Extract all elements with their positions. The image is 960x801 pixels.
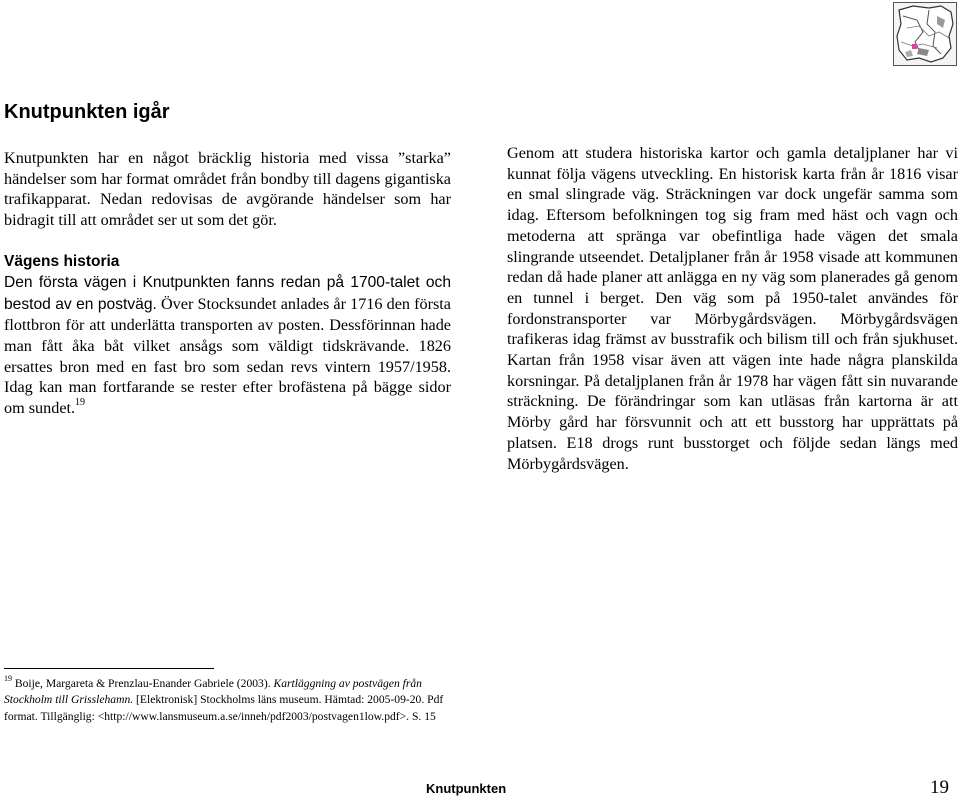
footnote — [4, 676, 459, 725]
footnote-divider — [4, 668, 214, 669]
intro-paragraph: Knutpunkten har en något bräcklig historia med vissa ”starka” händelser som har format området från bondby till dagens gigantiska trafikapparat. Nedan redovisas de avgörande händelser som har bidragit till att området ser ut som det gör. — [4, 149, 451, 230]
right-column — [507, 143, 958, 474]
maps-paragraph: Genom att studera historiska kartor och gamla detaljplaner har vi kunnat följa vägens utveckling. En historisk karta från år 1816 visar en smal slingrade väg. Sträckningen var dock ungefär samma som idag. Eftersom befolkningen tog sig fram med häst och vagn och metoderna att spränga var obefintliga hade vägen det smala slingrande utseendet. Detaljplaner från år 1958 visade att kommunen redan då hade planer att anlägga en ny väg som planerades gå genom en tunnel i berget. Den väg som på 1950-talet användes för fordonstransporter var Mörbygårdsvägen. Mörbygårdsvägen trafikeras idag främst av busstrafik och bilism till och från sjukhuset. Kartan från 1958 visar även att vägen inte hade några planskilda korsningar. På detaljplanen från år 1978 har vägen fått sin nuvarande sträckning. De förändringar som kan utläsas från kartorna är att Mörby gård har försvunnit och att ett busstorg har upprättats på platsen. E18 drogs runt busstorget och följde sedan längs med Mörbygårdsvägen. — [507, 144, 958, 473]
footnote-authors: Boije, Margareta & Prenzlau-Enander Gabriele (2003). — [12, 677, 274, 690]
footer-title: Knutpunkten — [426, 781, 507, 796]
subheading: Vägens historia — [4, 252, 120, 270]
footnote-reference[interactable]: 19 — [75, 397, 86, 409]
footnote-title: Kartläggning av postvägen från Stockholm till Grisslehamn. — [4, 677, 422, 707]
left-column — [4, 148, 451, 419]
footnote-source: [Elektronisk] Stockholms läns museum. Hämtad: 2005-09-20. Pdf format. Tillgänglig: <http://www.lansmuseum.a.se/inneh/pdf2003/postvagen1low.pdf>. S. 15 — [4, 693, 444, 723]
page-number: 19 — [930, 777, 949, 798]
footnote-number: 19 — [4, 674, 12, 683]
history-text-sans: Den första vägen i Knutpunkten fanns redan på 1700-talet och bestod av en postväg. — [4, 273, 451, 313]
history-text: Över Stocksundet anlades år 1716 den första flottbron för att underlätta transporten av posten. Dessförinnan hade man fått åka båt vilket ansågs som väldigt tidskrävande. 1826 ersattes bron med en fast bro som sedan revs vintern 1957/1958. Idag kan man fortfarande se rester efter brofästena på bägge sidor om sundet. — [4, 294, 451, 418]
map-thumbnail-icon — [893, 2, 957, 66]
section-heading: Knutpunkten igår — [4, 101, 170, 123]
history-paragraph — [4, 272, 451, 419]
